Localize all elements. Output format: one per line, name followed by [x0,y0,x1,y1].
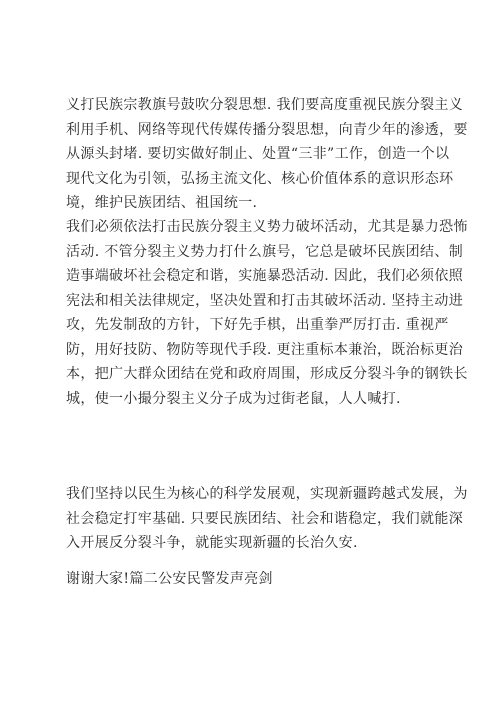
paragraph-ethnic-unity [66,93,468,216]
text-line: 入开展反分裂斗争，就能实现新疆的长治久安. [66,535,358,551]
text-line: 活动. 不管分裂主义势力打什么旗号，它总是破坏民族团结、制 [66,243,464,260]
text-line: 本，把广大群众团结在党和政府周围，形成反分裂斗争的钢铁长 [66,366,468,382]
text-line: 防，用好技防、物防等现代手段. 更注重标本兼治，既治标更治 [66,341,464,358]
text-line: 宪法和相关法律规定，坚决处置和打击其破坏活动. 坚持主动进 [66,292,464,309]
text-line: 谢谢大家!篇二公安民警发声亮剑 [66,571,273,587]
text-line: 现代文化为引领，弘扬主流文化、核心价值体系的意识形态环 [66,170,454,187]
text-line: 造事端破坏社会稳定和谐，实施暴恐活动. 因此，我们必须依照 [66,268,464,284]
text-line: 境，维护民族团结、祖国统一. [66,195,258,211]
text-line: 社会稳定打牢基础. 只要民族团结、社会和谐稳定，我们就能深 [66,510,464,527]
text-line: 从源头封堵. 要切实做好制止、处置“三非”工作，创造一个以 [66,146,450,162]
paragraph-closing [66,567,436,592]
text-line: 义打民族宗教旗号鼓吹分裂思想. 我们要高度重视民族分裂主义 [66,97,464,113]
text-line: 利用手机、网络等现代传媒传播分裂思想，向青少年的渗透，要 [66,121,468,138]
paragraph-crackdown [66,215,468,411]
text-line: 我们必须依法打击民族分裂主义势力破坏活动，尤其是暴力恐怖 [66,219,468,235]
text-line: 攻，先发制敌的方针，下好先手棋，出重拳严厉打击. 重视严 [66,317,449,333]
text-line: 城，使一小撮分裂主义分子成为过街老鼠，人人喊打. [66,390,401,407]
text-line: 我们坚持以民生为核心的科学发展观，实现新疆跨越式发展，为 [66,486,468,502]
paragraph-development [66,482,468,556]
